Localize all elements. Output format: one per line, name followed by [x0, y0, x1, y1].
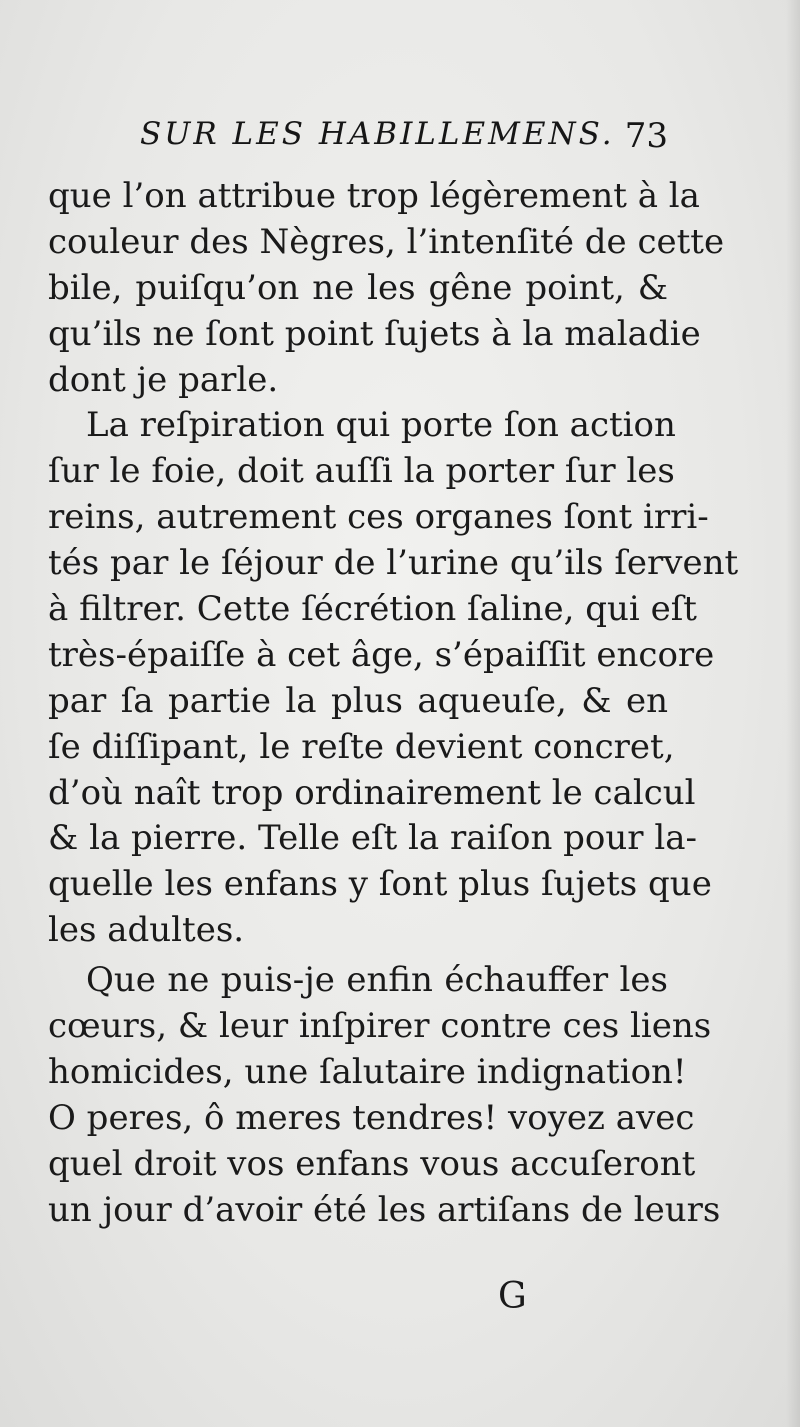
text-line: bile, puiſqu’on ne les gêne point, &: [48, 267, 668, 308]
text-line: quel droit vos enfans vous accuſeront: [48, 1143, 696, 1184]
text-line: par ſa partie la plus aqueuſe, & en: [48, 680, 668, 721]
paragraph: [48, 174, 725, 403]
text-line: homicides, une ſalutaire indignation!: [48, 1051, 687, 1092]
text-line: cœurs, & leur inſpirer contre ces liens: [48, 1006, 712, 1047]
text-line: La reſpiration qui porte ſon action: [86, 405, 676, 446]
body-text: [48, 174, 739, 1233]
text-line: tés par le ſéjour de l’urine qu’ils ſervent: [48, 543, 739, 584]
page-number: 73: [624, 116, 668, 156]
text-line: qu’ils ne ſont point ſujets à la maladie: [48, 313, 701, 354]
text-line: quelle les enfans y ſont plus ſujets que: [48, 864, 712, 905]
text-line: ſe diſſipant, le reſte devient concret,: [48, 726, 675, 767]
text-line: à filtrer. Cette ſécrétion ſaline, qui eſt: [48, 589, 697, 630]
text-line: couleur des Nègres, l’intenſité de cette: [48, 221, 725, 262]
signature-mark: G: [498, 1276, 527, 1317]
text-line: O peres, ô meres tendres! voyez avec: [48, 1097, 695, 1138]
running-head: SUR LES HABILLEMENS.: [140, 116, 615, 152]
text-line: Que ne puis-je enfin échauffer les: [86, 960, 668, 1001]
text-line: d’où naît trop ordinairement le calcul: [48, 772, 696, 813]
paragraph: [48, 403, 739, 954]
text-line: les adultes.: [48, 910, 245, 951]
text-line: très-épaiſſe à cet âge, s’épaiſſit encore: [48, 634, 715, 675]
text-line: un jour d’avoir été les artiſans de leurs: [48, 1189, 721, 1230]
page-header: [140, 112, 680, 172]
text-line: que l’on attribue trop légèrement à la: [48, 176, 700, 216]
paragraph: [48, 958, 721, 1233]
text-line: ſur le foie, doit auſſi la porter ſur les: [48, 451, 675, 492]
text-line: & la pierre. Telle eſt la raiſon pour la-: [48, 818, 697, 859]
text-line: reins, autrement ces organes ſont irri-: [48, 497, 709, 538]
text-line: dont je parle.: [48, 359, 279, 400]
